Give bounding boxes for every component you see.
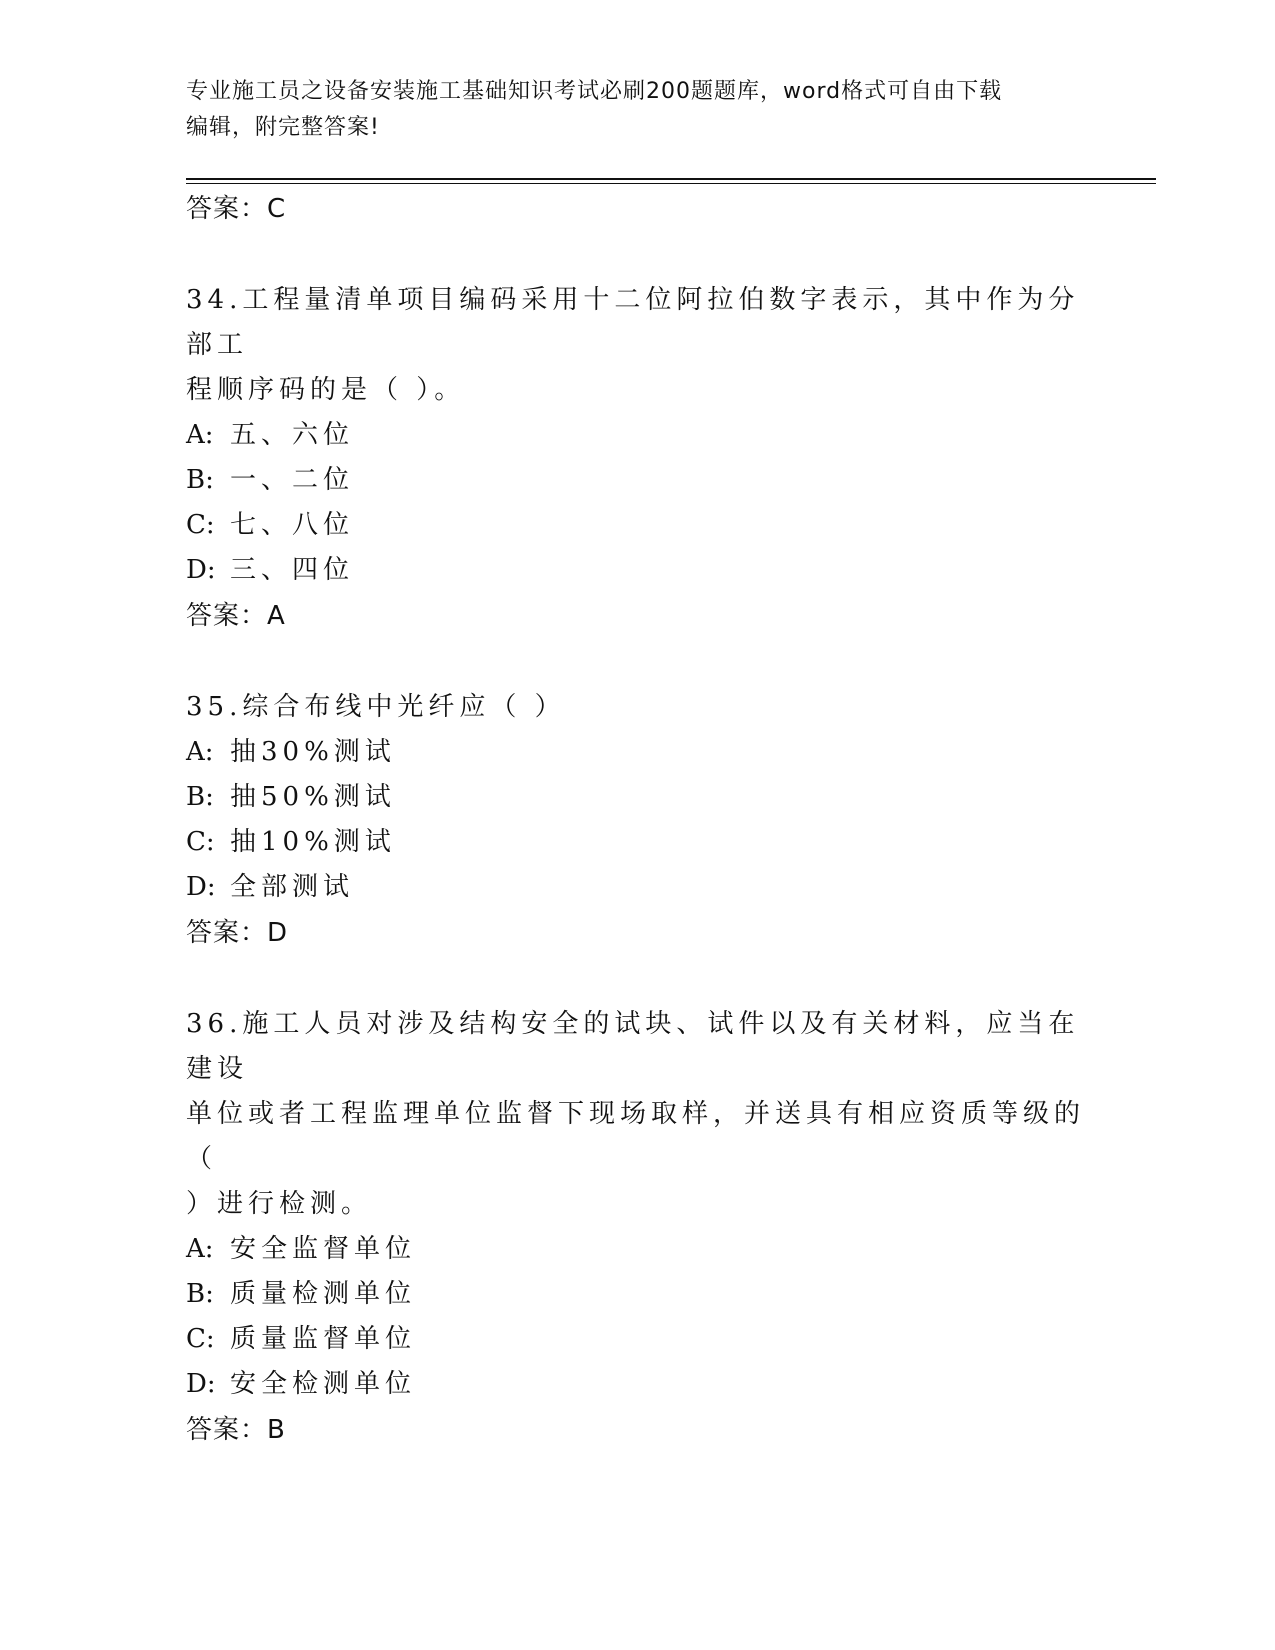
question-stem-line: 程顺序码的是（ ）。 bbox=[186, 375, 466, 405]
option-letter: B: bbox=[186, 465, 214, 495]
option-c bbox=[186, 820, 1086, 865]
option-letter: C: bbox=[186, 1324, 215, 1354]
question-list bbox=[186, 186, 1086, 1453]
option-text: 安全监督单位 bbox=[230, 1234, 417, 1264]
header-divider-thin bbox=[186, 183, 1156, 184]
option-text: 一、二位 bbox=[230, 465, 355, 495]
option-letter: B: bbox=[186, 782, 214, 812]
option-letter: A: bbox=[186, 420, 214, 450]
option-letter: C: bbox=[186, 510, 215, 540]
header-divider-thick bbox=[186, 178, 1156, 180]
option-letter: B: bbox=[186, 1279, 214, 1309]
option-a bbox=[186, 413, 1086, 458]
answer-label: 答案：A bbox=[186, 601, 286, 631]
question-stem-line: 36.施工人员对涉及结构安全的试块、试件以及有关材料，应当在建设 bbox=[186, 1009, 1080, 1084]
option-text: 质量检测单位 bbox=[230, 1279, 417, 1309]
option-d bbox=[186, 1362, 1086, 1407]
answer-label: 答案：D bbox=[186, 918, 289, 948]
option-text: 质量监督单位 bbox=[230, 1324, 417, 1354]
question-stem bbox=[186, 278, 1086, 413]
previous-answer: 答案：C bbox=[186, 194, 287, 224]
option-c bbox=[186, 503, 1086, 548]
question-stem-line: 35.综合布线中光纤应（ ） bbox=[186, 692, 566, 722]
option-b bbox=[186, 775, 1086, 820]
option-text: 抽30%测试 bbox=[230, 737, 396, 767]
option-text: 安全检测单位 bbox=[230, 1369, 417, 1399]
option-b bbox=[186, 458, 1086, 503]
question-stem bbox=[186, 685, 1086, 730]
header-line-1: 专业施工员之设备安装施工基础知识考试必刷200题题库，word格式可自由下载 bbox=[186, 79, 1003, 104]
option-c bbox=[186, 1317, 1086, 1362]
option-d bbox=[186, 865, 1086, 910]
question-stem-line: 单位或者工程监理单位监督下现场取样，并送具有相应资质等级的（ bbox=[186, 1099, 1086, 1174]
question-block-35 bbox=[186, 685, 1086, 956]
option-text: 抽10%测试 bbox=[230, 827, 396, 857]
option-letter: C: bbox=[186, 827, 215, 857]
question-block-34 bbox=[186, 278, 1086, 639]
option-text: 五、六位 bbox=[230, 420, 355, 450]
question-stem-line: ）进行检测。 bbox=[186, 1189, 373, 1219]
option-text: 三、四位 bbox=[230, 555, 355, 585]
option-text: 七、八位 bbox=[230, 510, 355, 540]
document-header bbox=[186, 74, 1066, 146]
option-b bbox=[186, 1272, 1086, 1317]
question-stem-line: 34.工程量清单项目编码采用十二位阿拉伯数字表示，其中作为分部工 bbox=[186, 285, 1080, 360]
option-letter: D: bbox=[186, 555, 216, 585]
option-text: 全部测试 bbox=[230, 872, 355, 902]
option-letter: A: bbox=[186, 1234, 214, 1264]
option-d bbox=[186, 548, 1086, 593]
header-line-2: 编辑，附完整答案! bbox=[186, 115, 380, 140]
question-block-36 bbox=[186, 1002, 1086, 1453]
option-letter: D: bbox=[186, 872, 216, 902]
option-a bbox=[186, 730, 1086, 775]
option-letter: D: bbox=[186, 1369, 216, 1399]
answer-label: 答案：B bbox=[186, 1415, 286, 1445]
option-letter: A: bbox=[186, 737, 214, 767]
option-a bbox=[186, 1227, 1086, 1272]
option-text: 抽50%测试 bbox=[230, 782, 396, 812]
question-stem bbox=[186, 1002, 1086, 1227]
